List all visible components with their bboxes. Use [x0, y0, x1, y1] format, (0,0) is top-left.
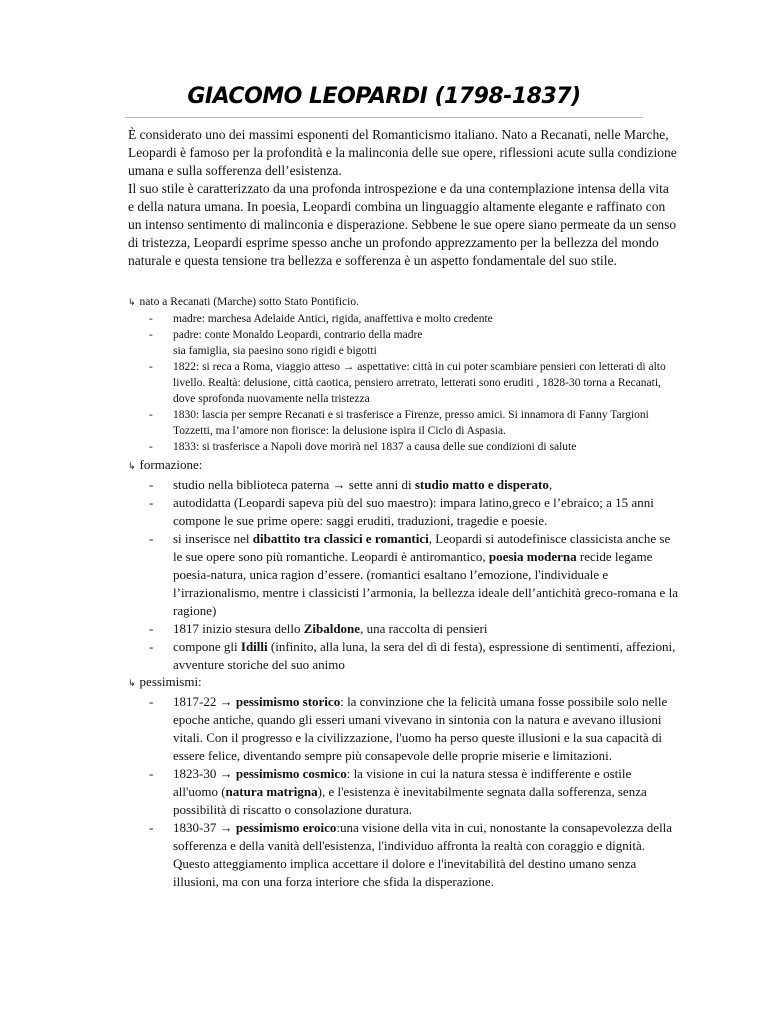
- formazione-list: [128, 476, 678, 674]
- return-arrow-icon: ↳: [128, 462, 136, 472]
- list-item: - studio nella biblioteca paterna → sette anni di studio matto e disperato,: [149, 477, 553, 492]
- bio-list: [128, 311, 683, 455]
- list-item: - 1823-30 → pessimismo cosmico: la visione in cui la natura stessa è indifferente e ostile all'uomo (natura matrigna), e l'esistenza è inevitabilmente segnata dalla sofferenza, senza possibilità di riscatto o consolazione duratura.: [149, 766, 647, 817]
- list-item: - si inserisce nel dibattito tra classici e romantici, Leopardi si autodefinisce classicista anche se le sue opere sono più romantiche. Leopardi è antiromantico, poesia moderna recide legame poesia-natura, unica ragion d’essere. (romantici esaltano l’emozione, l'individuale e l’irrazionalismo, mentre i classicisti l’armonia, la bellezza ideale dell’antichità greco-romana e la ragione): [149, 531, 678, 618]
- dash-bullet: -: [149, 361, 153, 373]
- intro-paragraph: È considerato uno dei massimi esponenti del Romanticismo italiano. Nato a Recanati, nelle Marche, Leopardi è famoso per la profondità e la malinconia delle sue opere, riflessioni acute sulla condizione umana e sulla sofferenza dell’esistenza.: [128, 127, 677, 178]
- dash-bullet: -: [149, 477, 154, 492]
- pessimismi-section: [128, 673, 678, 891]
- formazione-section: [128, 456, 678, 674]
- page-title: GIACOMO LEOPARDI (1798-1837): [187, 84, 581, 109]
- dash-bullet: -: [149, 531, 154, 546]
- list-item: - compone gli Idilli (infinito, alla luna, la sera del dì di festa), espressione di sentimenti, affezioni, avventure storiche del suo animo: [149, 639, 676, 672]
- list-item: - 1817 inizio stesura dello Zibaldone, una raccolta di pensieri: [149, 621, 488, 636]
- pessimismi-list: [128, 693, 678, 891]
- list-item: - padre: conte Monaldo Leopardi, contrario della madre: [149, 329, 423, 341]
- list-item: - madre: marchesa Adelaide Antici, rigida, anaffettiva e molto credente: [149, 313, 493, 325]
- formazione-heading: ↳ formazione:: [128, 457, 203, 472]
- bio-heading-text: nato a Recanati (Marche) sotto Stato Pontificio.: [139, 296, 359, 308]
- bio-heading: [128, 294, 683, 311]
- return-arrow-icon: ↳: [128, 298, 136, 308]
- list-item: - 1817-22 → pessimismo storico: la convinzione che la felicità umana fosse possibile solo nelle epoche antiche, quando gli esseri umani vivevano in sintonia con la natura e avevano illusioni vitali. Con il progresso e la civilizzazione, l'uomo ha perso queste illusioni e la sua capacità di essere felice, diventando sempre più consapevole delle proprie miserie e limitazioni.: [149, 694, 668, 763]
- dash-bullet: -: [149, 820, 154, 835]
- list-item: - autodidatta (Leopardi sapeva più del suo maestro): impara latino,greco e l’ebraico; a 15 anni compone le sue prime opere: saggi eruditi, traduzioni, tragedie e poesie.: [149, 495, 654, 528]
- title-underline: [125, 117, 643, 118]
- dash-bullet: -: [149, 639, 154, 654]
- dash-bullet: -: [149, 694, 154, 709]
- dash-bullet: -: [149, 313, 153, 325]
- list-item: - 1830: lascia per sempre Recanati e si trasferisce a Firenze, presso amici. Si innamora di Fanny Targioni Tozzetti, ma l’amore non fiorisce: la delusione ispira il Ciclo di Aspasia.: [149, 409, 649, 437]
- intro-section: [128, 126, 678, 270]
- list-continuation: sia famiglia, sia paesino sono rigidi e bigotti: [173, 345, 377, 357]
- pessimismi-heading: ↳ pessimismi:: [128, 674, 202, 689]
- intro-paragraph: Il suo stile è caratterizzato da una profonda introspezione e da una contemplazione intensa della vita e della natura umana. In poesia, Leopardi combina un linguaggio altamente elegante e raffinato con un intenso sentimento di malinconia e disperazione. Sebbene le sue opere siano permeate da un senso di tristezza, Leopardi esprime spesso anche un profondo apprezzamento per la bellezza del mondo naturale e questa tensione tra bellezza e sofferenza è un aspetto fondamentale del suo stile.: [128, 181, 677, 268]
- return-arrow-icon: ↳: [128, 679, 136, 689]
- dash-bullet: -: [149, 495, 154, 510]
- dash-bullet: -: [149, 621, 154, 636]
- list-item: - 1822: si reca a Roma, viaggio atteso → aspettative: città in cui poter scambiare pensieri con letterati di alto livello. Realtà: delusione, città caotica, pensiero arretrato, letterati sono eruditi , 1828-30 torna a Recanati, dove sprofonda nuovamente nella tristezza: [149, 361, 666, 405]
- dash-bullet: -: [149, 441, 153, 453]
- list-item: - 1833: si trasferisce a Napoli dove morirà nel 1837 a causa delle sue condizioni di salute: [149, 441, 577, 453]
- bio-section: [128, 294, 683, 455]
- dash-bullet: -: [149, 329, 153, 341]
- dash-bullet: -: [149, 409, 153, 421]
- dash-bullet: -: [149, 766, 154, 781]
- list-item: - 1830-37 → pessimismo eroico:una visione della vita in cui, nonostante la consapevolezza della sofferenza e della vanità dell'esistenza, l'individuo affronta la realtà con coraggio e dignità. Questo atteggiamento implica accettare il dolore e l'inevitabilità del destino umano senza illusioni, ma con una forza interiore che sfida la disperazione.: [149, 820, 673, 889]
